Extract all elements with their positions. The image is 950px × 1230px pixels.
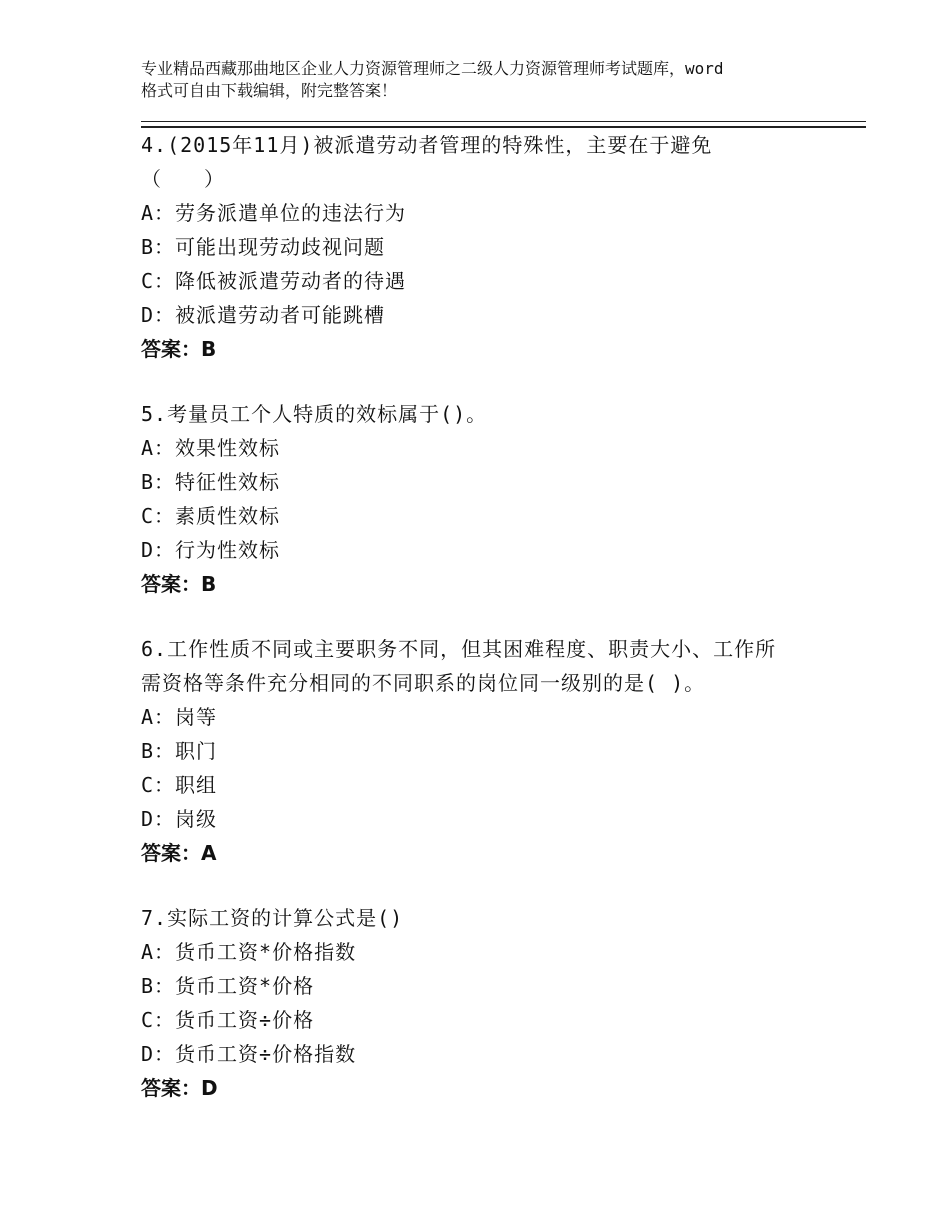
question-text: 7.实际工资的计算公式是() bbox=[141, 906, 404, 930]
question-text: （ ） bbox=[141, 167, 225, 191]
option-d: D：岗级 bbox=[141, 807, 218, 831]
option-c: C：职组 bbox=[141, 773, 218, 797]
question-text: 4.(2015年11月)被派遣劳动者管理的特殊性，主要在于避免 bbox=[141, 133, 713, 157]
option-d: D：被派遣劳动者可能跳槽 bbox=[141, 303, 386, 327]
question-list bbox=[141, 128, 841, 1136]
question-5 bbox=[141, 397, 841, 601]
option-d: D：货币工资÷价格指数 bbox=[141, 1042, 357, 1066]
option-c: C：降低被派遣劳动者的待遇 bbox=[141, 269, 407, 293]
option-a: A：劳务派遣单位的违法行为 bbox=[141, 201, 407, 225]
option-c: C：素质性效标 bbox=[141, 504, 281, 528]
header-line-1: 专业精品西藏那曲地区企业人力资源管理师之二级人力资源管理师考试题库，word bbox=[141, 59, 724, 78]
option-a: A：货币工资*价格指数 bbox=[141, 940, 357, 964]
option-d: D：行为性效标 bbox=[141, 538, 281, 562]
option-a: A：岗等 bbox=[141, 705, 218, 729]
question-text: 5.考量员工个人特质的效标属于()。 bbox=[141, 402, 488, 426]
answer: 答案：A bbox=[141, 841, 217, 865]
answer: 答案：B bbox=[141, 572, 217, 596]
option-b: B：特征性效标 bbox=[141, 470, 281, 494]
document-header bbox=[141, 58, 831, 102]
answer: 答案：D bbox=[141, 1076, 218, 1100]
question-4 bbox=[141, 128, 841, 366]
option-a: A：效果性效标 bbox=[141, 436, 281, 460]
question-7 bbox=[141, 901, 841, 1105]
question-6 bbox=[141, 632, 841, 870]
option-b: B：货币工资*价格 bbox=[141, 974, 315, 998]
header-divider bbox=[141, 121, 866, 128]
question-text: 需资格等条件充分相同的不同职系的岗位同一级别的是( )。 bbox=[141, 671, 706, 695]
question-text: 6.工作性质不同或主要职务不同，但其困难程度、职责大小、工作所 bbox=[141, 637, 777, 661]
option-b: B：职门 bbox=[141, 739, 218, 763]
option-b: B：可能出现劳动歧视问题 bbox=[141, 235, 386, 259]
answer: 答案：B bbox=[141, 337, 217, 361]
option-c: C：货币工资÷价格 bbox=[141, 1008, 315, 1032]
header-line-2: 格式可自由下载编辑，附完整答案！ bbox=[141, 81, 398, 100]
